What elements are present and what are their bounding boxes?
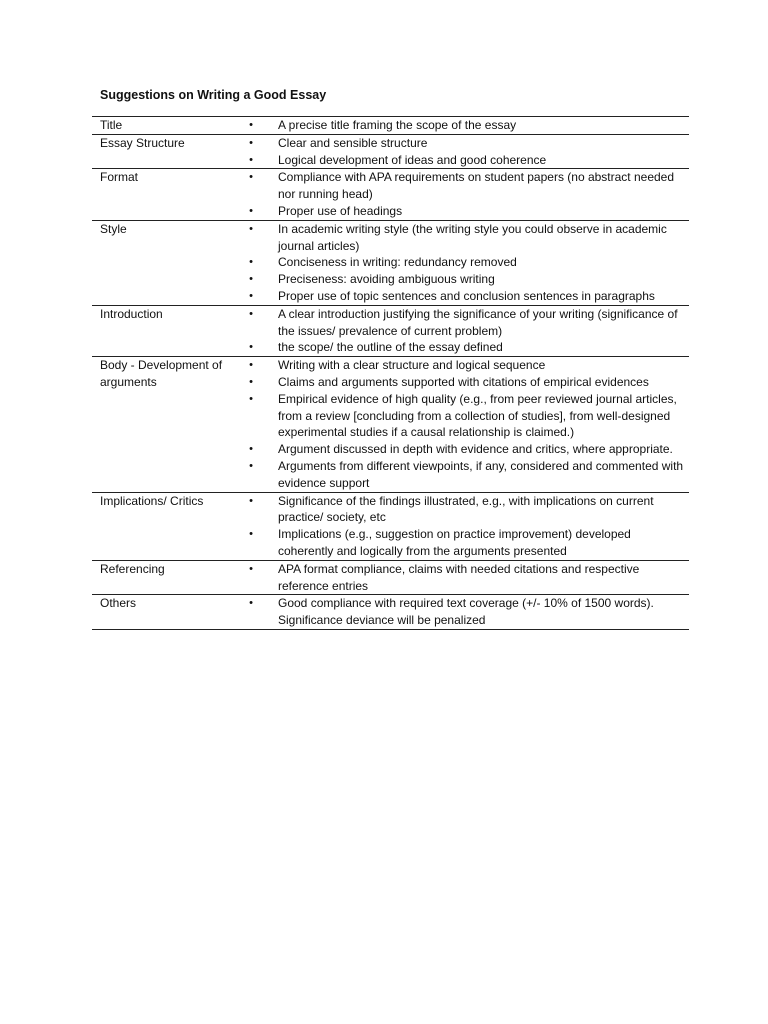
bullet-icon: • — [249, 375, 253, 388]
bullet-list — [245, 135, 689, 169]
items-cell — [245, 220, 689, 305]
list-item-text: Clear and sensible structure — [278, 135, 428, 150]
bullet-icon: • — [249, 273, 253, 286]
list-item-text: Proper use of headings — [278, 203, 403, 218]
bullet-icon: • — [249, 359, 253, 372]
category-cell: Style — [100, 221, 127, 236]
bullet-icon: • — [249, 204, 253, 217]
list-item — [245, 391, 689, 441]
document-title: Suggestions on Writing a Good Essay — [100, 88, 327, 102]
bullet-icon: • — [249, 222, 253, 235]
list-item — [245, 254, 689, 271]
list-item-text: A precise title framing the scope of the essay — [278, 118, 517, 132]
items-cell — [245, 595, 689, 630]
table-row — [92, 169, 689, 220]
items-cell — [245, 357, 689, 492]
list-item-text: APA format compliance, claims with needed citations and respective reference entries — [278, 561, 640, 593]
list-item-text: Empirical evidence of high quality (e.g., from peer reviewed journal articles, from a review [concluding from a collection of studies], from well-designed experimental studies if a causal relationship is claimed.) — [278, 391, 677, 440]
bullet-icon: • — [249, 307, 253, 320]
bullet-icon: • — [249, 256, 253, 269]
list-item — [245, 561, 689, 595]
list-item-text: Arguments from different viewpoints, if any, considered and commented with evidence support — [278, 458, 684, 490]
list-item-text: Logical development of ideas and good coherence — [278, 152, 547, 167]
table-row — [92, 357, 689, 492]
bullet-list — [245, 595, 689, 629]
list-item-text: Preciseness: avoiding ambiguous writing — [278, 272, 495, 287]
bullet-icon: • — [249, 494, 253, 507]
bullet-list — [245, 561, 689, 595]
list-item — [245, 374, 689, 391]
bullet-list — [245, 221, 689, 305]
category-cell: Essay Structure — [100, 135, 185, 150]
list-item-text: Proper use of topic sentences and conclusion sentences in paragraphs — [278, 288, 655, 303]
list-item — [245, 595, 689, 629]
table-row — [92, 117, 689, 135]
bullet-list — [245, 493, 689, 560]
category-cell: Introduction — [100, 306, 163, 321]
bullet-icon: • — [249, 153, 253, 166]
table-body — [92, 117, 689, 630]
bullet-icon: • — [249, 119, 253, 131]
bullet-icon: • — [249, 528, 253, 541]
list-item-text: Writing with a clear structure and logical sequence — [278, 358, 546, 373]
bullet-list — [245, 306, 689, 356]
items-cell — [245, 305, 689, 356]
list-item — [245, 339, 689, 356]
items-cell — [245, 134, 689, 169]
items-cell — [245, 492, 689, 560]
bullet-icon: • — [249, 443, 253, 456]
items-cell — [245, 560, 689, 595]
bullet-icon: • — [249, 136, 253, 149]
bullet-list — [245, 357, 689, 491]
list-item — [245, 203, 689, 220]
list-item — [245, 458, 689, 492]
list-item-text: Claims and arguments supported with citations of empirical evidences — [278, 374, 649, 389]
category-cell: Format — [100, 170, 139, 185]
bullet-list — [245, 117, 689, 134]
list-item — [245, 152, 689, 169]
items-cell — [245, 117, 689, 135]
bullet-icon: • — [249, 597, 253, 610]
table-row — [92, 220, 689, 305]
list-item — [245, 169, 689, 203]
list-item — [245, 357, 689, 374]
list-item-text: Implications (e.g., suggestion on practice improvement) developed coherently and logically from the arguments presented — [278, 527, 631, 558]
list-item-text: Significance of the findings illustrated, e.g., with implications on current practice/ society, etc — [278, 493, 654, 525]
list-item — [245, 306, 689, 340]
list-item — [245, 135, 689, 152]
category-cell: Referencing — [100, 561, 165, 576]
table-row — [92, 134, 689, 169]
table-row — [92, 492, 689, 560]
bullet-icon: • — [249, 392, 253, 405]
category-cell: Implications/ Critics — [100, 493, 204, 508]
bullet-list — [245, 169, 689, 219]
list-item-text: A clear introduction justifying the significance of your writing (significance of the issues/ prevalence of current problem) — [278, 306, 678, 338]
category-cell: Title — [100, 118, 123, 132]
category-cell: Body - Development of arguments — [100, 358, 223, 389]
bullet-icon: • — [249, 289, 253, 302]
list-item — [245, 117, 689, 134]
essay-guidelines-table — [92, 116, 689, 630]
category-cell: Others — [100, 596, 137, 611]
items-cell — [245, 169, 689, 220]
list-item-text: Conciseness in writing: redundancy removed — [278, 255, 517, 270]
table-row — [92, 560, 689, 595]
list-item — [245, 441, 689, 458]
list-item — [245, 526, 689, 560]
bullet-icon: • — [249, 171, 253, 184]
table-row — [92, 595, 689, 630]
list-item-text: the scope/ the outline of the essay defined — [278, 340, 503, 355]
list-item — [245, 288, 689, 305]
bullet-icon: • — [249, 562, 253, 575]
bullet-icon: • — [249, 459, 253, 472]
list-item — [245, 221, 689, 255]
list-item-text: Good compliance with required text coverage (+/- 10% of 1500 words). Significance deviance will be penalized — [278, 596, 654, 628]
list-item — [245, 493, 689, 527]
list-item-text: In academic writing style (the writing style you could observe in academic journal articles) — [278, 221, 667, 253]
list-item-text: Argument discussed in depth with evidence and critics, where appropriate. — [278, 442, 673, 457]
list-item-text: Compliance with APA requirements on student papers (no abstract needed nor running head) — [278, 170, 675, 202]
list-item — [245, 271, 689, 288]
bullet-icon: • — [249, 341, 253, 354]
table-row — [92, 305, 689, 356]
